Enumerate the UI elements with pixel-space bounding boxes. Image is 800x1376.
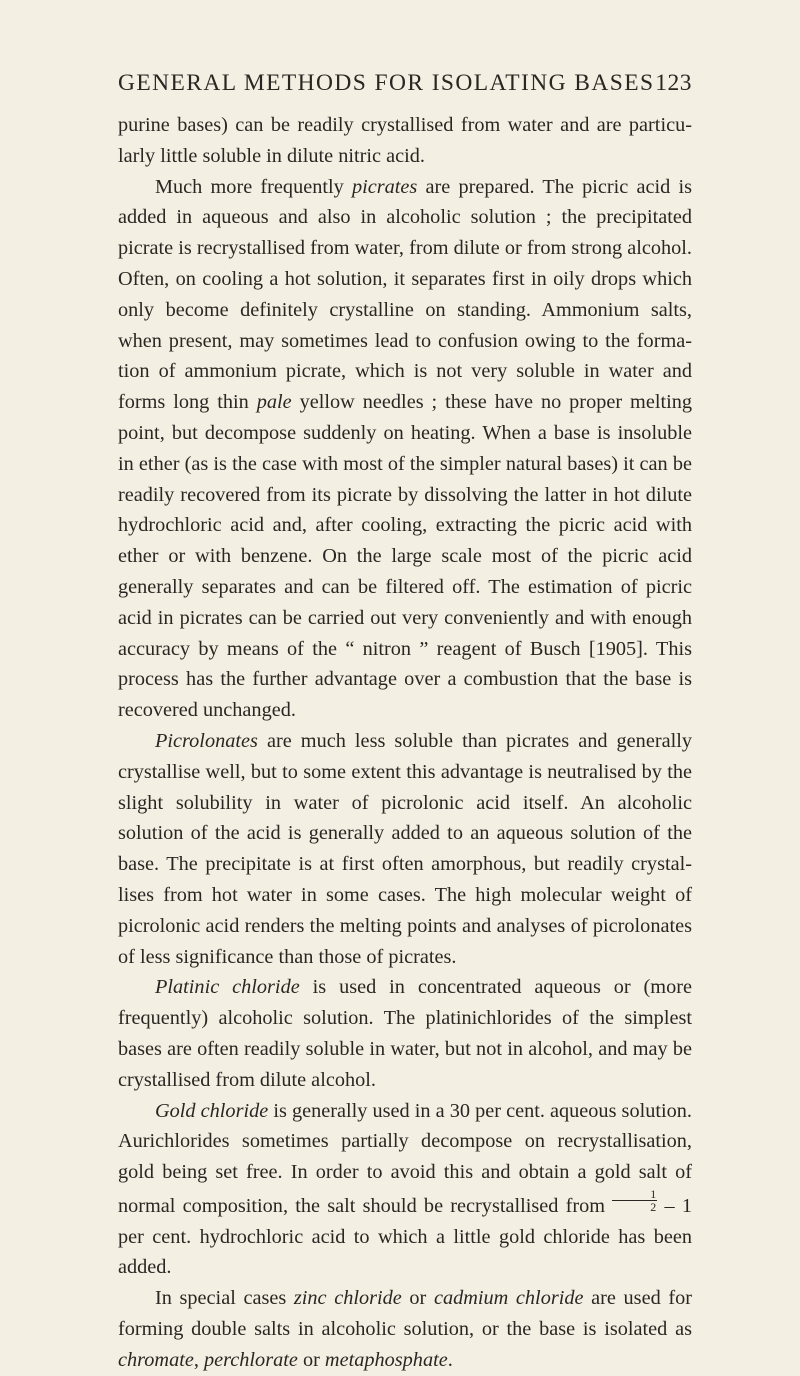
text-run: are prepared. The picric acid is added in aqueous and also in alcoholic solution ; the precipitated picrate is recrystallised from water, from dilute or from strong alcohol. Often, on cooling a hot solution, it separates first in oily drops which only become definitely crystalline on standing. Ammonium salts, when present, may sometimes lead to confusion owing to the formation of ammonium picrate, which is not very soluble in water and forms long thin: [118, 175, 693, 414]
text-run: ,: [193, 1348, 204, 1371]
italic-term: zinc chloride: [293, 1287, 402, 1310]
text-run: – 1 per cent. hydrochloric acid to which a little gold chloride has been added.: [118, 1194, 693, 1279]
text-run: yellow needles ; these have no proper melting point, but decompose suddenly on heating. When a base is insoluble in ether (as is the case with most of the simpler natural bases) it can be readily recovered from its picrate by dissolving the latter in hot dilute hydrochloric acid and, after cooling, extracting the picric acid with ether or with benzene. On the large scale most of the picric acid generally separates and can be filtered off. The estimation of picric acid in picrates can be carried out very conveniently and with enough accuracy by means of the “ nitron ” reagent of Busch [1905]. This process has the further advantage over a combustion that the base is recovered unchanged.: [118, 391, 693, 722]
italic-term: chromate: [118, 1348, 194, 1371]
text-run: is generally used in a 30 per cent. aqueous solution. Aurichlorides sometimes partially decompose on recrystallisation, gold being set free. In order to avoid this and obtain a gold salt of normal composition, the salt should be recrystallised from: [118, 1099, 692, 1217]
paragraph: [118, 972, 692, 1095]
italic-term: pale: [256, 391, 292, 414]
paragraph: [118, 172, 692, 726]
text-run: In special cases: [155, 1287, 294, 1310]
text-run: or: [297, 1348, 325, 1371]
body-text: [118, 110, 692, 1376]
paragraph: [118, 110, 692, 172]
text-run: is used in concentrated aqueous or (more frequently) alcoholic solution. The platinichlorides of the simplest bases are often readily soluble in water, but not in alcohol, and may be crystallised from dilute alcohol.: [118, 976, 692, 1091]
fraction-numerator: 1: [612, 1188, 657, 1201]
running-header-title: GENERAL METHODS FOR ISOLATING BASES: [118, 70, 655, 96]
italic-term: cadmium chloride: [433, 1287, 584, 1310]
fraction: [612, 1188, 657, 1213]
text-run: .: [447, 1348, 453, 1371]
italic-term: metaphosphate: [324, 1348, 448, 1371]
text-run: Much more frequently: [155, 175, 352, 198]
text-run: purine bases) can be readily crystallised from water and are particularly little soluble in dilute nitric acid.: [118, 114, 692, 167]
paragraph: [118, 1096, 692, 1284]
paragraph: [118, 1283, 692, 1375]
fraction-denominator: 2: [650, 1199, 657, 1214]
italic-term: perchlorate: [204, 1348, 298, 1371]
text-run: or: [401, 1287, 434, 1310]
page-number: 123: [655, 70, 692, 96]
italic-term: Picrolonates: [155, 729, 258, 752]
running-header: [118, 70, 692, 106]
italic-term: Gold chloride: [155, 1099, 269, 1122]
paragraph: [118, 726, 692, 972]
italic-term: picrates: [351, 175, 418, 198]
italic-term: Platinic chloride: [155, 976, 300, 999]
text-run: are much less soluble than picrates and generally crystallise well, but to some extent this advantage is neutralised by the slight solubility in water of picrolonic acid itself. An alcoholic solution of the acid is generally added to an aqueous solution of the base. The precipitate is at first often amorphous, but readily crystallises from hot water in some cases. The high molecular weight of picrolonic acid renders the melting points and analyses of picrolonates of less significance than those of picrates.: [118, 729, 692, 968]
text-run: are used for forming double salts in alcoholic solution, or the base is isolated as: [118, 1287, 692, 1341]
